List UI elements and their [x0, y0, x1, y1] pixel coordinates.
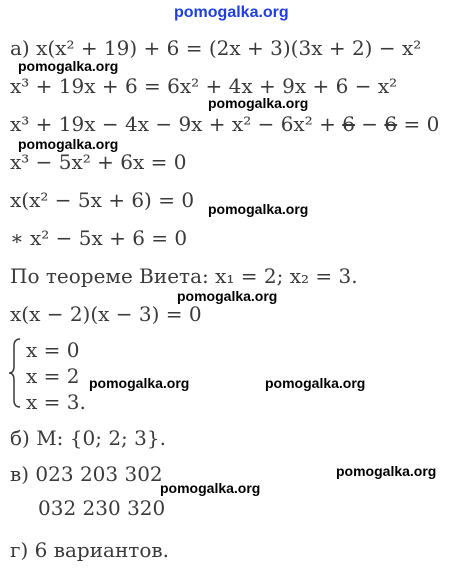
solution-line-3-main: x³ + 19x − 4x − 9x + x² − 6x² + [10, 112, 343, 136]
solution-line-10: в) 023 203 302 [10, 462, 163, 486]
watermark: pomogalka.org [208, 201, 309, 217]
solution-line-9: б) M: {0; 2; 3}. [10, 426, 166, 450]
solution-line-1: а) x(x² + 19) + 6 = (2x + 3)(3x + 2) − x² [10, 36, 422, 60]
watermark: pomogalka.org [160, 480, 261, 496]
watermark: pomogalka.org [89, 375, 190, 391]
watermark-top: pomogalka.org [174, 4, 289, 21]
watermark: pomogalka.org [208, 95, 309, 111]
solution-line-3 [10, 112, 439, 136]
watermark: pomogalka.org [18, 58, 119, 74]
system-row: x = 0 [26, 338, 80, 362]
system-row: x = 3. [26, 390, 86, 414]
solution-line-8: x(x − 2)(x − 3) = 0 [10, 302, 202, 326]
solution-line-5: x(x² − 5x + 6) = 0 [10, 188, 195, 212]
system-row: x = 2 [26, 364, 80, 388]
solution-line-3-end: = 0 [397, 112, 440, 136]
watermark: pomogalka.org [177, 288, 278, 304]
watermark: pomogalka.org [265, 375, 366, 391]
solution-line-7: По теореме Виета: x₁ = 2; x₂ = 3. [10, 264, 358, 288]
solution-line-6: ∗ x² − 5x + 6 = 0 [10, 226, 188, 250]
solution-line-12: г) 6 вариантов. [10, 538, 170, 562]
struck-term: 6 [384, 112, 398, 136]
system-brace [8, 338, 22, 408]
solution-line-4: x³ − 5x² + 6x = 0 [10, 150, 187, 174]
solution-line-11: 032 230 320 [38, 496, 166, 520]
solution-line-2: x³ + 19x + 6 = 6x² + 4x + 9x + 6 − x² [10, 74, 398, 98]
watermark: pomogalka.org [18, 136, 119, 152]
watermark: pomogalka.org [336, 463, 437, 479]
struck-term: 6 [342, 112, 355, 136]
solution-line-3-minus: − [354, 112, 385, 136]
